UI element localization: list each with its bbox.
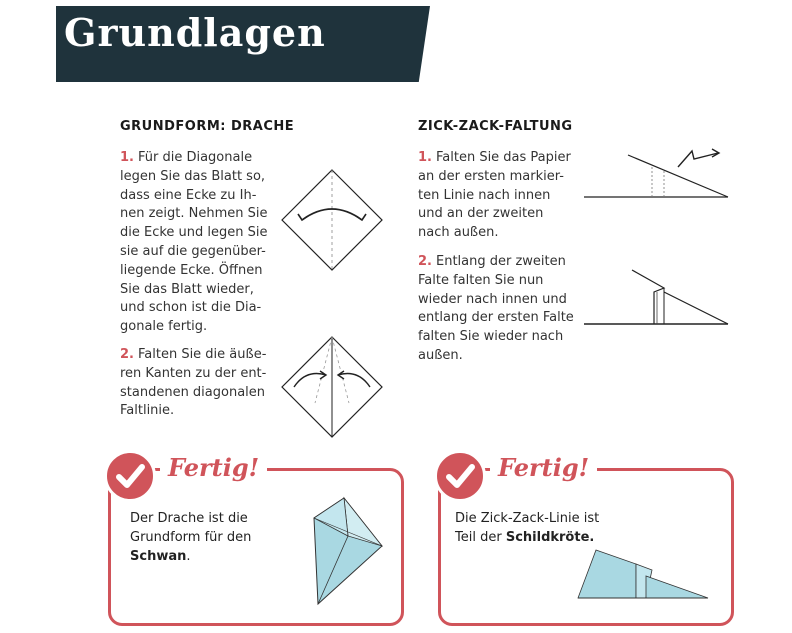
step-text-line: Entlang der zweiten <box>435 254 566 269</box>
step-text-line: gonale fertig. <box>120 319 208 335</box>
step-text-line: entlang der ersten Falte <box>418 310 574 326</box>
step-drache-1 <box>120 149 290 337</box>
section-heading-zickzack: ZICK-ZACK-FALTUNG <box>418 119 573 134</box>
step-text-line: ren Kanten zu der ent- <box>120 365 267 381</box>
step-text-line: wieder nach innen und <box>418 291 567 307</box>
fertig-label: Fertig! <box>160 453 267 482</box>
checkmark-badge <box>104 450 156 502</box>
edges-fold-diagram <box>280 335 384 439</box>
section-heading-drache: GRUNDFORM: DRACHE <box>120 119 295 134</box>
checkmark-icon <box>437 453 483 499</box>
step-text-line: dass eine Ecke zu Ih- <box>120 187 257 203</box>
result-text-drache <box>130 509 251 566</box>
step-text-line: liegende Ecke. Öffnen <box>120 262 263 278</box>
checkmark-icon <box>107 453 153 499</box>
step-zickzack-2 <box>418 253 593 366</box>
step-text-line: Sie das Blatt wieder, <box>120 281 254 297</box>
step-number: 1. <box>120 150 134 165</box>
step-text-line: Für die Diagonale <box>137 150 253 165</box>
kite-figure <box>308 496 388 608</box>
result-text-end: . <box>186 549 191 564</box>
step-text-line: die Ecke und legen Sie <box>120 225 268 241</box>
step-text-line: ten Linie nach innen <box>418 187 551 203</box>
step-text-line: Falte falten Sie nun <box>418 272 544 288</box>
result-text-line: Die Zick-Zack-Linie ist <box>455 511 600 526</box>
checkmark-badge <box>434 450 486 502</box>
result-text-zickzack <box>455 509 599 547</box>
step-text-line: Falten Sie das Papier <box>435 150 571 165</box>
step-text-line: und an der zweiten <box>418 206 544 222</box>
step-zickzack-1 <box>418 149 588 243</box>
zigzag-result-figure <box>576 546 710 602</box>
result-bold-text: Schildkröte. <box>505 530 595 545</box>
result-text-line: Teil der <box>455 530 506 545</box>
step-number: 2. <box>120 347 134 362</box>
result-text-line: Der Drache ist die <box>130 511 248 526</box>
step-drache-2 <box>120 346 290 421</box>
step-text-line: außen. <box>418 347 463 363</box>
step-text-line: sie auf die gegenüber- <box>120 243 266 259</box>
step-text-line: legen Sie das Blatt so, <box>120 168 266 184</box>
step-text-line: falten Sie wieder nach <box>418 329 564 345</box>
step-text-line: nen zeigt. Nehmen Sie <box>120 206 268 222</box>
step-text-line: standenen diagonalen <box>120 384 266 400</box>
step-number: 1. <box>418 150 432 165</box>
zigzag-fold-diagram-1 <box>582 145 730 205</box>
result-bold-text: Schwan <box>130 549 187 564</box>
result-text-line: Grundform für den <box>130 530 252 545</box>
step-text-line: an der ersten markier- <box>418 168 564 184</box>
step-text-line: Faltlinie. <box>120 403 175 419</box>
step-text-line: nach außen. <box>418 225 499 241</box>
zigzag-fold-diagram-2 <box>582 262 730 328</box>
step-number: 2. <box>418 254 432 269</box>
step-text-line: Falten Sie die äuße- <box>137 347 267 362</box>
diagonal-fold-diagram <box>280 168 384 272</box>
fertig-label: Fertig! <box>490 453 597 482</box>
page-title: Grundlagen <box>64 10 326 55</box>
step-text-line: und schon ist die Dia- <box>120 300 262 316</box>
